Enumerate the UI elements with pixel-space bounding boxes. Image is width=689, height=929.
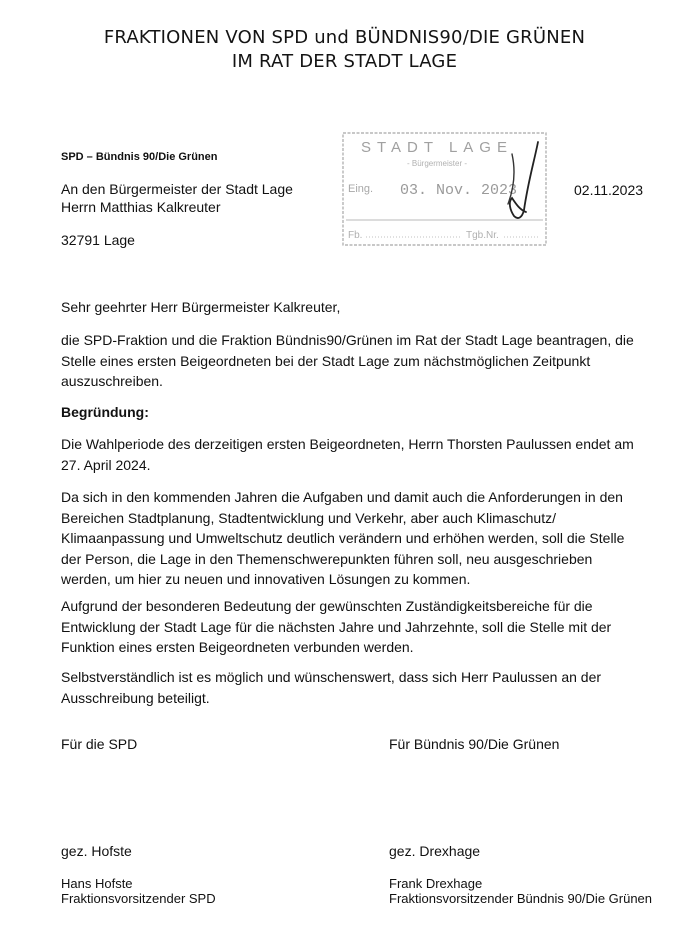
paragraph-line: die SPD-Fraktion und die Fraktion Bündnis90/Grünen im Rat der Stadt Lage beantragen, die	[61, 332, 634, 348]
paragraph-term	[61, 434, 661, 475]
stamp-sub-text: - Bürgermeister -	[406, 159, 468, 168]
sender-line: SPD – Bündnis 90/Die Grünen	[61, 151, 218, 163]
recipient-line2: Herrn Matthias Kalkreuter	[61, 199, 221, 215]
paragraph-line: 27. April 2024.	[61, 456, 151, 473]
stamp-tgb-label: Tgb.Nr.	[466, 230, 499, 241]
paragraph-line: Bereichen Stadtplanung, Stadtentwicklung und Verkehr, aber auch Klimaschutz/	[61, 509, 556, 526]
salutation: Sehr geehrter Herr Bürgermeister Kalkreuter,	[61, 299, 341, 315]
signature-right-role: Fraktionsvorsitzender Bündnis 90/Die Grünen	[389, 891, 653, 906]
recipient-city: 32791 Lage	[61, 232, 135, 248]
paragraph-request	[61, 330, 661, 392]
signature-right-name: Frank Drexhage	[389, 876, 483, 891]
paragraph-line: der Person, die Lage in den Themenschwerepunkten führen soll, neu ausgeschrieben	[61, 550, 593, 567]
letterhead-title-line1: FRAKTIONEN VON SPD und BÜNDNIS90/DIE GRÜNEN	[103, 27, 586, 48]
receipt-stamp	[342, 132, 547, 246]
paragraph-line: Aufgrund der besonderen Bedeutung der gewünschten Zuständigkeitsbereiche für die	[61, 598, 593, 614]
recipient-line1: An den Bürgermeister der Stadt Lage	[61, 181, 293, 197]
stamp-eing-label: Eing.	[348, 183, 374, 195]
letter-date: 02.11.2023	[574, 182, 644, 198]
stamp-org-text: STADT LAGE	[361, 139, 513, 156]
paragraph-importance	[61, 596, 661, 658]
stamp-fb-label: Fb.	[348, 230, 363, 241]
paragraph-line: Ausschreibung beteiligt.	[61, 689, 210, 706]
paragraph-line: Funktion eines ersten Beigeordneten verbunden werden.	[61, 639, 414, 655]
paragraph-line: werden, um hier zu neuen und innovativen Lösungen zu kommen.	[61, 571, 471, 587]
reason-heading: Begründung:	[61, 404, 149, 420]
stamp-eing-date: 03. Nov. 2023	[400, 182, 518, 199]
signature-right-for: Für Bündnis 90/Die Grünen	[389, 736, 560, 752]
paragraph-line: Stelle eines ersten Beigeordneten bei der Stadt Lage zum nächstmöglichen Zeitpunkt	[61, 352, 591, 369]
paragraph-justification	[61, 487, 661, 590]
signature-left-role: Fraktionsvorsitzender SPD	[61, 891, 216, 906]
paragraph-line: Selbstverständlich ist es möglich und wünschenswert, dass sich Herr Paulussen an der	[61, 669, 602, 685]
receipt-stamp-graphic	[342, 132, 547, 246]
letterhead-title-line2: IM RAT DER STADT LAGE	[231, 51, 458, 72]
signature-right-signed: gez. Drexhage	[389, 843, 481, 859]
paragraph-participation	[61, 667, 661, 708]
paragraph-line: Da sich in den kommenden Jahren die Aufgaben und damit auch die Anforderungen in den	[61, 489, 623, 505]
signature-left-name: Hans Hofste	[61, 876, 133, 891]
signature-left-for: Für die SPD	[61, 736, 138, 752]
paragraph-line: Klimaanpassung und Umweltschutz deutlich verändern und erhöhen werden, soll die Stelle	[61, 530, 625, 546]
paragraph-line: Entwicklung der Stadt Lage für die nächsten Jahre und Jahrzehnte, soll die Stelle mit der	[61, 618, 612, 635]
signature-left-signed: gez. Hofste	[61, 843, 132, 859]
paragraph-line: Die Wahlperiode des derzeitigen ersten Beigeordneten, Herrn Thorsten Paulussen endet am	[61, 436, 634, 452]
paragraph-line: auszuschreiben.	[61, 373, 163, 389]
